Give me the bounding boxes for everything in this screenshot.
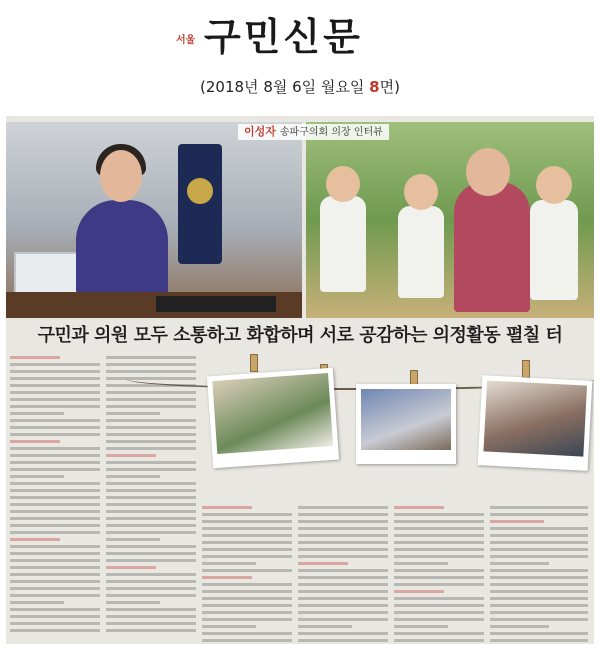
body-text-line [202,632,292,635]
nameplate-image [156,296,276,312]
body-text-line [10,608,100,611]
activity-photo [207,368,339,469]
body-text-line [394,604,484,607]
body-text-line [10,398,100,401]
body-text-line [298,618,388,621]
activity-photo [356,384,456,464]
body-text-line [106,503,196,506]
body-text-line [106,608,196,611]
body-text-line [490,506,588,509]
child-face [536,166,572,204]
body-text-line [298,583,388,586]
body-text-line [106,398,196,401]
body-text-line [394,548,484,551]
body-text-line [394,625,448,628]
body-text-line [394,513,484,516]
body-text-line [298,506,388,509]
body-text-line [106,440,196,443]
body-text-line [10,601,64,604]
body-text-line [490,541,588,544]
body-text-line [106,524,196,527]
body-text-line [490,604,588,607]
body-text-line [490,583,588,586]
body-text-line [10,370,100,373]
body-text-line [490,534,588,537]
body-text-line [394,618,484,621]
body-text-line [106,405,196,408]
body-text-line [106,447,196,450]
body-text-line [202,611,292,614]
body-text-line [106,412,160,415]
body-text-line [10,454,100,457]
body-text-line [394,562,448,565]
child-face [326,166,360,202]
text-column [490,506,588,644]
body-text-line [490,527,588,530]
body-text-line [106,496,196,499]
body-text-line [106,468,196,471]
body-text-line [202,527,292,530]
body-text-line [202,562,256,565]
body-text-line [202,548,292,551]
body-text-line [298,611,388,614]
body-text-line [10,377,100,380]
interview-byline [238,124,389,140]
body-text-line [10,475,64,478]
body-text-line [394,520,484,523]
body-text-line [490,555,588,558]
body-text-line [202,555,292,558]
body-text-line [10,587,100,590]
body-text-line [10,594,100,597]
body-text-line [202,597,292,600]
body-text-line [106,482,196,485]
body-text-line [106,587,196,590]
dateline [0,76,600,97]
body-text-line [106,363,196,366]
body-text-line [490,569,588,572]
body-text-line [490,618,588,621]
body-text-line [298,597,388,600]
body-text-line [106,594,196,597]
body-text-line [106,433,196,436]
body-text-line [10,405,100,408]
masthead [0,0,600,62]
region-tag: 서울 [176,35,196,46]
body-text-line [490,632,588,635]
clothespin-image [522,360,530,378]
body-text-line [202,534,292,537]
flag-emblem-image [187,178,213,204]
body-text-line [10,552,100,555]
body-text-line [298,513,388,516]
activity-photo [478,375,593,471]
body-text-line [10,531,100,534]
text-column [202,506,292,644]
child-figure [530,200,578,300]
body-text-line [10,573,100,576]
clothespin-image [250,354,258,372]
body-text-line [10,580,100,583]
body-text-line [394,541,484,544]
body-text-line [106,531,196,534]
body-text-line [202,576,252,579]
body-text-line [10,524,100,527]
body-text-line [394,506,444,509]
body-text-line [394,639,484,642]
body-text-line [106,622,196,625]
body-text-line [10,517,100,520]
office-portrait-photo [6,122,302,318]
body-text-line [106,454,156,457]
body-text-line [394,590,444,593]
body-text-line [10,503,100,506]
child-figure [320,196,366,292]
body-text-line [106,615,196,618]
body-text-line [298,632,388,635]
body-text-line [394,632,484,635]
body-text-line [10,615,100,618]
body-text-line [394,527,484,530]
body-text-line [202,569,292,572]
body-text-line [298,625,352,628]
body-text-line [202,618,292,621]
body-text-line [394,569,484,572]
body-text-line [298,527,388,530]
body-text-line [202,625,256,628]
body-text-line [106,510,196,513]
body-text-line [106,489,196,492]
body-text-line [106,552,196,555]
body-text-line [106,545,196,548]
body-text-line [394,534,484,537]
body-text-line [298,576,388,579]
body-text-line [10,461,100,464]
child-face [404,174,438,210]
body-text-line [490,611,588,614]
body-text-line [106,356,196,359]
body-text-line [106,475,160,478]
body-text-line [106,580,196,583]
interviewee-role: 송파구의회 의장 인터뷰 [279,127,383,138]
body-text-line [202,513,292,516]
body-text-line [394,597,484,600]
body-text-line [10,559,100,562]
body-text-line [106,419,196,422]
body-text-line [298,604,388,607]
body-text-line [298,569,388,572]
body-text-line [202,604,292,607]
text-column [394,506,484,644]
speaker-face [100,150,142,202]
body-text-line [10,566,100,569]
text-column [298,506,388,644]
body-text-line [298,520,388,523]
body-text-line [202,639,292,642]
body-text-line [490,513,588,516]
body-text-line [10,447,100,450]
body-text-line [490,639,588,642]
body-text-line [490,562,549,565]
body-text-line [106,461,196,464]
child-figure [398,206,444,298]
body-text-line [106,517,196,520]
speaker-figure [76,200,168,296]
body-text-line [10,622,100,625]
body-text-line [10,468,100,471]
text-column [10,356,100,644]
body-text-line [490,590,588,593]
body-text-line [106,601,160,604]
body-text-line [106,426,196,429]
children-photo [306,122,594,318]
body-text-line [10,391,100,394]
body-text-line [298,534,388,537]
dateline-page: 8 [369,78,380,96]
text-column [106,356,196,644]
flag-image [178,144,222,264]
body-text-line [10,482,100,485]
body-text-line [106,391,196,394]
interviewee-name: 이성자 [244,125,276,138]
body-text-line [10,356,60,359]
dateline-suffix: 면) [379,78,400,96]
body-text-line [10,433,100,436]
body-text-line [10,412,64,415]
newspaper-clipping [6,116,594,644]
body-text-line [106,629,196,632]
body-text-line [202,583,292,586]
body-text-line [490,576,588,579]
body-text-line [10,440,60,443]
body-text-line [394,583,484,586]
body-text-line [394,555,484,558]
body-text-line [202,590,292,593]
body-text-line [10,489,100,492]
newspaper-title: 구민신문 [204,14,363,59]
dateline-date: (2018년 8월 6일 월요일 [200,78,370,96]
body-text-line [298,562,348,565]
body-text-line [10,538,60,541]
body-text-line [10,363,100,366]
body-text-line [490,597,588,600]
body-text-line [490,548,588,551]
article-headline: 구민과 의원 모두 소통하고 화합하며 서로 공감하는 의정활동 펼칠 터 [37,325,563,346]
body-text-line [106,559,196,562]
body-text-line [106,573,196,576]
body-text-line [298,548,388,551]
body-text-line [202,506,252,509]
body-text-line [202,520,292,523]
adult-face [466,148,510,196]
body-text-line [106,538,160,541]
body-text-line [490,625,549,628]
body-text-line [394,611,484,614]
body-text-line [298,541,388,544]
body-text-line [10,629,100,632]
adult-figure [454,182,530,312]
body-text-line [298,639,388,642]
body-text-line [10,426,100,429]
body-text-line [394,576,484,579]
body-text-line [490,520,544,523]
body-text-line [202,541,292,544]
body-text-line [10,384,100,387]
body-text-line [10,419,100,422]
body-text-line [106,566,156,569]
body-text-line [10,510,100,513]
body-text-line [10,545,100,548]
body-text-line [298,555,388,558]
body-text-line [10,496,100,499]
body-text-line [298,590,388,593]
